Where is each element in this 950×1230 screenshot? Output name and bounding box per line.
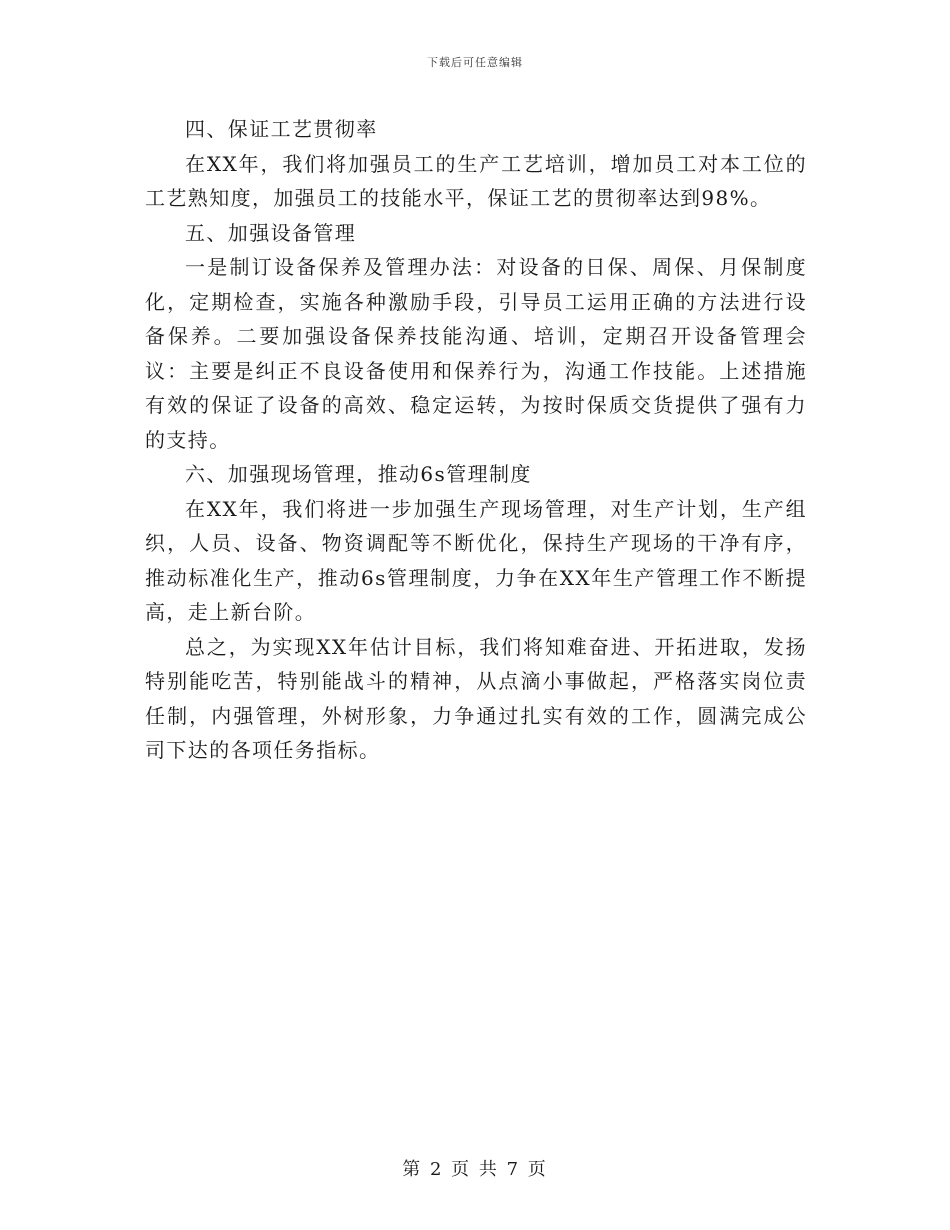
section-body-6: 在XX年，我们将进一步加强生产现场管理，对生产计划，生产组织，人员、设备、物资调配等不断优化，保持生产现场的干净有序，推动标准化生产，推动6s管理制度，力争在XX年生产管理工作不断提高，走上新台阶。 [145, 496, 807, 624]
section-heading-4: 四、保证工艺贯彻率 [185, 117, 378, 141]
section-body-5: 一是制订设备保养及管理办法：对设备的日保、周保、月保制度化，定期检查，实施各种激励手段，引导员工运用正确的方法进行设备保养。二要加强设备保养技能沟通、培训，定期召开设备管理会议：主要是纠正不良设备使用和保养行为，沟通工作技能。上述措施有效的保证了设备的高效、稳定运转，为按时保质交货提供了强有力的支持。 [145, 255, 807, 452]
page-header-note: 下载后可任意编辑 [427, 56, 523, 69]
section-heading-6: 六、加强现场管理，推动6s管理制度 [185, 462, 532, 486]
section-body-4: 在XX年，我们将加强员工的生产工艺培训，增加员工对本工位的工艺熟知度，加强员工的技能水平，保证工艺的贯彻率达到98%。 [145, 151, 807, 210]
document-body [145, 112, 807, 768]
page-number: 第 2 页 共 7 页 [402, 1159, 548, 1180]
conclusion-paragraph: 总之，为实现XX年估计目标，我们将知难奋进、开拓进取，发扬特别能吃苦，特别能战斗的精神，从点滴小事做起，严格落实岗位责任制，内强管理，外树形象，力争通过扎实有效的工作，圆满完成公司下达的各项任务指标。 [145, 634, 807, 762]
section-heading-5: 五、加强设备管理 [185, 220, 357, 245]
